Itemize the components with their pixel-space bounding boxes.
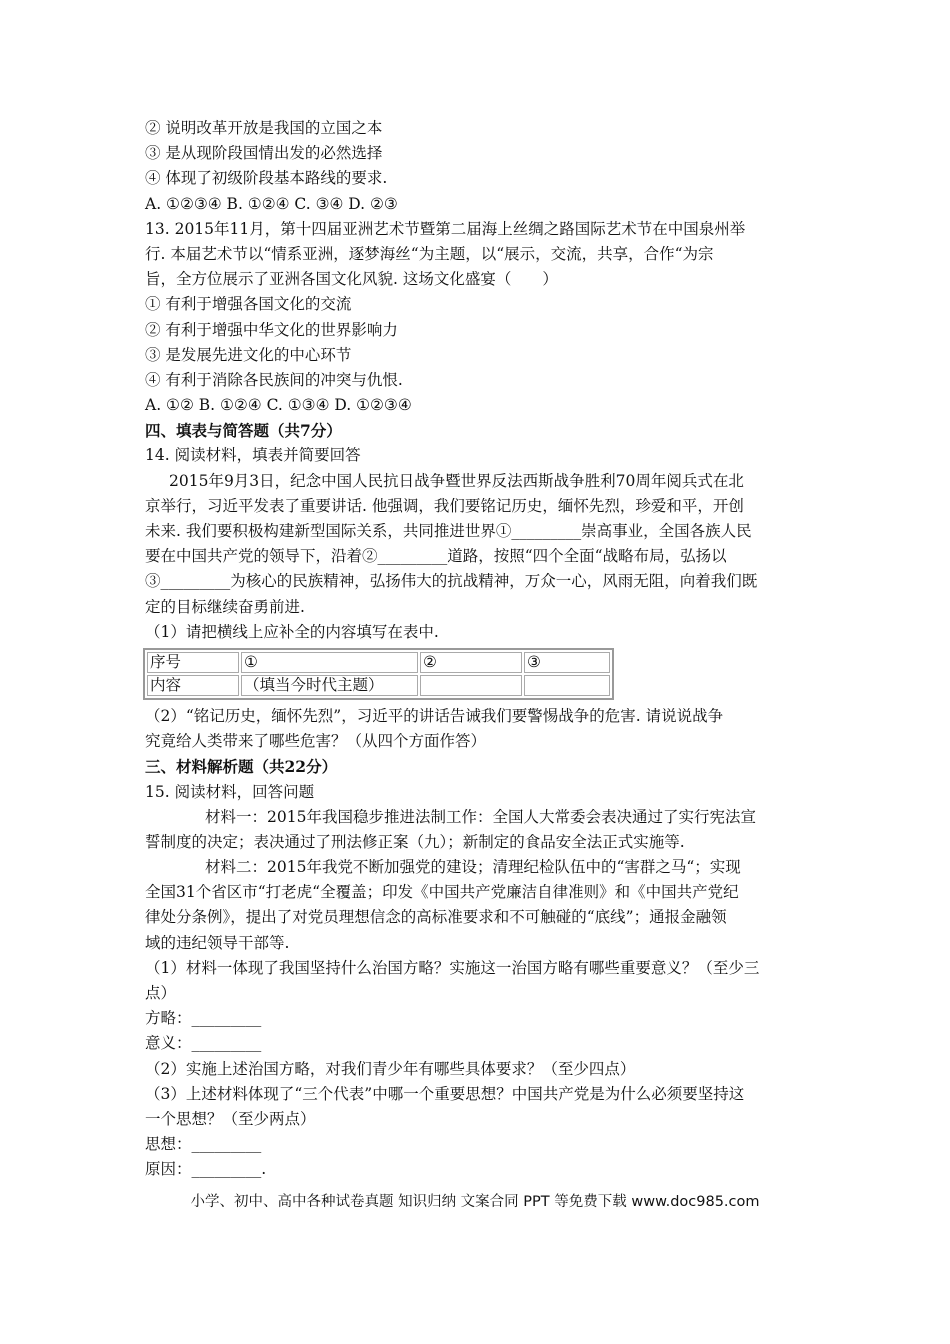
text-line: （1）请把横线上应补全的内容填写在表中. <box>145 622 439 641</box>
text-line: ③ 是发展先进文化的中心环节 <box>145 345 352 364</box>
text-line: 誓制度的决定；表决通过了刑法修正案（九）；新制定的食品安全法正式实施等. <box>145 832 685 851</box>
table-cell <box>524 675 610 696</box>
text-line: 点） <box>145 984 177 1002</box>
text-line: （1）材料一体现了我国坚持什么治国方略？实施这一治国方略有哪些重要意义？（至少三 <box>145 958 760 977</box>
text-line: A. ①②③④ B. ①②④ C. ③④ D. ②③ <box>145 194 398 213</box>
table-row <box>147 652 610 673</box>
text-line: 旨，全方位展示了亚洲各国文化风貌. 这场文化盛宴（ ） <box>145 270 558 289</box>
text-line: 全国31个省区市“打老虎“全覆盖；印发《中国共产党廉洁自律准则》和《中国共产党纪 <box>145 883 739 902</box>
answer-table <box>143 648 614 700</box>
text-line: 行. 本届艺术节以“情系亚洲，逐梦海丝“为主题，以“展示，交流，共享，合作“为宗 <box>145 244 714 263</box>
text-line: ② 有利于增强中华文化的世界影响力 <box>145 320 398 339</box>
section-heading: 三、材料解析题（共22分） <box>145 757 338 777</box>
text-line: A. ①② B. ①②④ C. ①③④ D. ①②③④ <box>145 396 412 415</box>
text-line: （2）“铭记历史，缅怀先烈”，习近平的讲话告诫我们要警惕战争的危害. 请说说战争 <box>145 706 724 725</box>
text-block-bottom <box>145 704 815 1183</box>
table-cell: 内容 <box>147 675 239 696</box>
table-cell: （填当今时代主题） <box>241 675 418 696</box>
text-line: 14. 阅读材料，填表并简要回答 <box>145 446 361 465</box>
text-line: 要在中国共产党的领导下，沿着②_________道路，按照“四个全面“战略布局，弘扬以 <box>145 547 727 566</box>
section-heading: 四、填表与简答题（共7分） <box>145 421 342 441</box>
text-line: ③_________为核心的民族精神，弘扬伟大的抗战精神，万众一心，风雨无阻，向着我们既 <box>145 572 758 591</box>
table-cell: ② <box>420 652 522 673</box>
table-cell: ① <box>241 652 418 673</box>
text-line: ④ 有利于消除各民族间的冲突与仇恨. <box>145 370 403 389</box>
table-row <box>147 675 610 696</box>
text-block-top <box>145 116 815 645</box>
text-line: 律处分条例》，提出了对党员理想信念的高标准要求和不可触碰的“底线”；通报金融领 <box>145 908 727 927</box>
text-line: 域的违纪领导干部等. <box>145 933 290 952</box>
text-line: 材料一：2015年我国稳步推进法制工作：全国人大常委会表决通过了实行宪法宣 <box>205 807 756 826</box>
text-line: 京举行，习近平发表了重要讲话. 他强调，我们要铭记历史，缅怀先烈，珍爱和平，开创 <box>145 496 744 515</box>
text-line: （2）实施上述治国方略，对我们青少年有哪些具体要求？（至少四点） <box>145 1059 636 1078</box>
document-body <box>145 116 815 1183</box>
table-cell: 序号 <box>147 652 239 673</box>
text-line: 定的目标继续奋勇前进. <box>145 597 305 616</box>
text-line: 思想：_________ <box>145 1135 262 1154</box>
text-line: 方略：_________ <box>145 1009 262 1028</box>
text-line: 2015年9月3日，纪念中国人民抗日战争暨世界反法西斯战争胜利70周年阅兵式在北 <box>169 471 744 490</box>
text-line: 原因：_________. <box>145 1160 267 1179</box>
text-line: 意义：_________ <box>145 1034 262 1053</box>
text-line: ① 有利于增强各国文化的交流 <box>145 295 352 314</box>
text-line: （3）上述材料体现了“三个代表”中哪一个重要思想？中国共产党是为什么必须要坚持这 <box>145 1084 745 1103</box>
text-line: 13. 2015年11月，第十四届亚洲艺术节暨第二届海上丝绸之路国际艺术节在中国泉州举 <box>145 219 746 238</box>
text-line: 究竟给人类带来了哪些危害？（从四个方面作答） <box>145 732 487 751</box>
text-line: ④ 体现了初级阶段基本路线的要求. <box>145 169 388 188</box>
table-cell <box>420 675 522 696</box>
text-line: 一个思想？（至少两点） <box>145 1109 316 1128</box>
text-line: ② 说明改革开放是我国的立国之本 <box>145 119 383 137</box>
table-cell: ③ <box>524 652 610 673</box>
text-line: 未来. 我们要积极构建新型国际关系，共同推进世界①_________崇高事业，全国各族人民 <box>145 522 752 540</box>
text-line: ③ 是从现阶段国情出发的必然选择 <box>145 144 383 163</box>
text-line: 15. 阅读材料，回答问题 <box>145 782 315 801</box>
text-line: 材料二：2015年我党不断加强党的建设；清理纪检队伍中的“害群之马“；实现 <box>205 858 741 877</box>
footer-text: 小学、初中、高中各种试卷真题 知识归纳 文案合同 PPT 等免费下载 www.doc985.com <box>190 1194 760 1210</box>
